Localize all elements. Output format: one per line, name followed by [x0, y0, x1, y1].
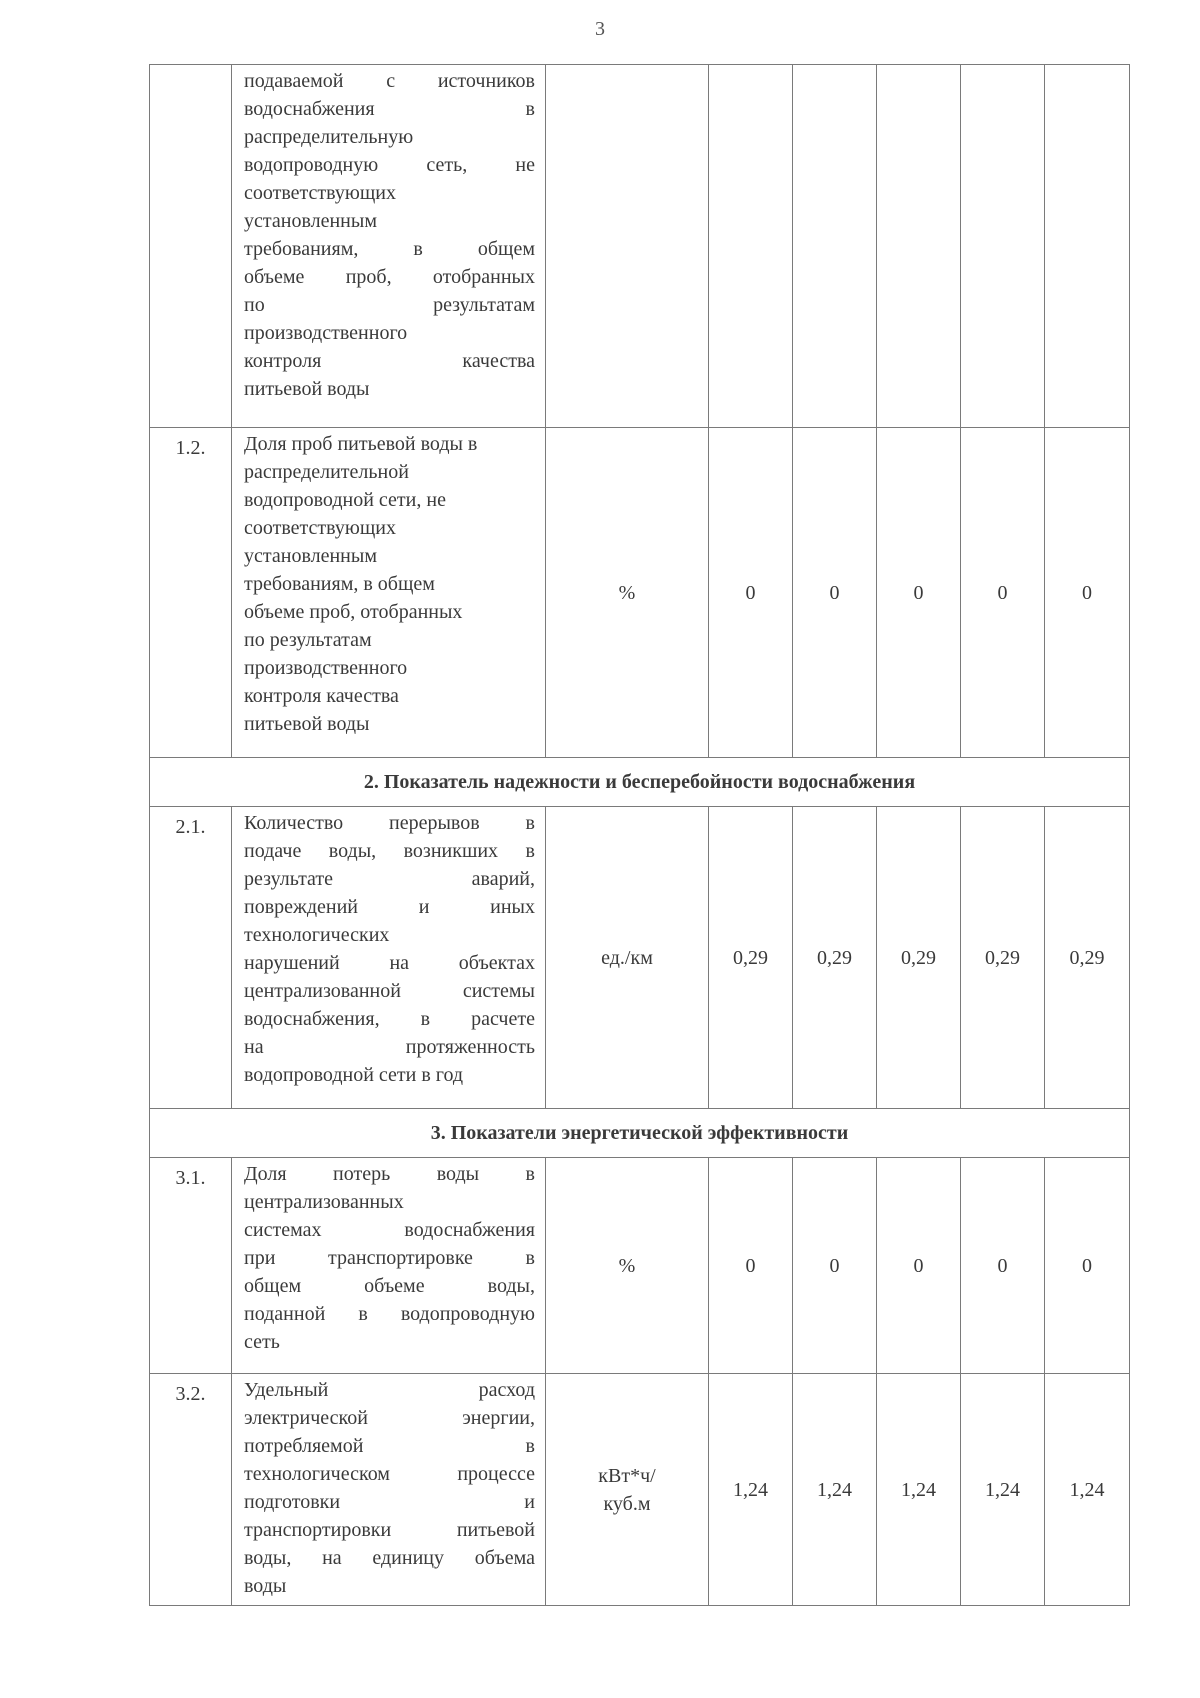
table-row [150, 807, 1130, 1109]
value-cell [709, 65, 793, 428]
indicator-description: Удельный расход электрической энергии, потребляемой в технологическом процессе подготовки и транспортировки питьевой воды, на единицу объема воды [232, 1374, 546, 1606]
unit-cell: кВт*ч/ куб.м [546, 1374, 709, 1606]
table-row [150, 428, 1130, 758]
value-cell: 0 [1045, 428, 1130, 758]
row-number: 3.2. [150, 1374, 232, 1606]
table-row [150, 1374, 1130, 1606]
page-number: 3 [595, 18, 605, 40]
value-cell [877, 65, 961, 428]
section-heading: 3. Показатели энергетической эффективности [150, 1109, 1130, 1158]
row-number: 3.1. [150, 1158, 232, 1374]
table-row [150, 1158, 1130, 1374]
value-cell: 0,29 [877, 807, 961, 1109]
value-cell: 1,24 [793, 1374, 877, 1606]
table-row [150, 65, 1130, 428]
value-cell: 0 [1045, 1158, 1130, 1374]
row-number: 1.2. [150, 428, 232, 758]
value-cell: 0 [877, 428, 961, 758]
value-cell: 0,29 [709, 807, 793, 1109]
value-cell: 1,24 [709, 1374, 793, 1606]
unit-cell: % [546, 1158, 709, 1374]
value-cell: 0 [961, 1158, 1045, 1374]
indicator-description: Количество перерывов в подаче воды, возникших в результате аварий, повреждений и иных технологических нарушений на объектах централизованной системы водоснабжения, в расчете на протяженность водопроводной сети в год [232, 807, 546, 1109]
unit-cell [546, 65, 709, 428]
value-cell: 0,29 [793, 807, 877, 1109]
value-cell: 0,29 [961, 807, 1045, 1109]
value-cell: 0 [709, 428, 793, 758]
section-heading: 2. Показатель надежности и бесперебойности водоснабжения [150, 758, 1130, 807]
indicators-table [149, 64, 1130, 1606]
value-cell: 1,24 [961, 1374, 1045, 1606]
value-cell: 1,24 [877, 1374, 961, 1606]
value-cell: 0 [793, 1158, 877, 1374]
value-cell [793, 65, 877, 428]
indicator-description: Доля потерь воды в централизованных системах водоснабжения при транспортировке в общем объеме воды, поданной в водопроводную сеть [232, 1158, 546, 1374]
row-number [150, 65, 232, 428]
unit-cell: % [546, 428, 709, 758]
value-cell: 1,24 [1045, 1374, 1130, 1606]
value-cell: 0 [709, 1158, 793, 1374]
section-row [150, 1109, 1130, 1158]
value-cell [1045, 65, 1130, 428]
section-row [150, 758, 1130, 807]
value-cell [961, 65, 1045, 428]
unit-cell: ед./км [546, 807, 709, 1109]
value-cell: 0,29 [1045, 807, 1130, 1109]
indicator-description: подаваемой с источников водоснабжения в распределительную водопроводную сеть, не соответствующих установленным требованиям, в общем объеме проб, отобранных по результатам производственного контроля качества питьевой воды [232, 65, 546, 428]
indicator-description: Доля проб питьевой воды в распределительной водопроводной сети, не соответствующих установленным требованиям, в общем объеме проб, отобранных по результатам производственного контроля качества питьевой воды [232, 428, 546, 758]
row-number: 2.1. [150, 807, 232, 1109]
value-cell: 0 [961, 428, 1045, 758]
value-cell: 0 [877, 1158, 961, 1374]
value-cell: 0 [793, 428, 877, 758]
